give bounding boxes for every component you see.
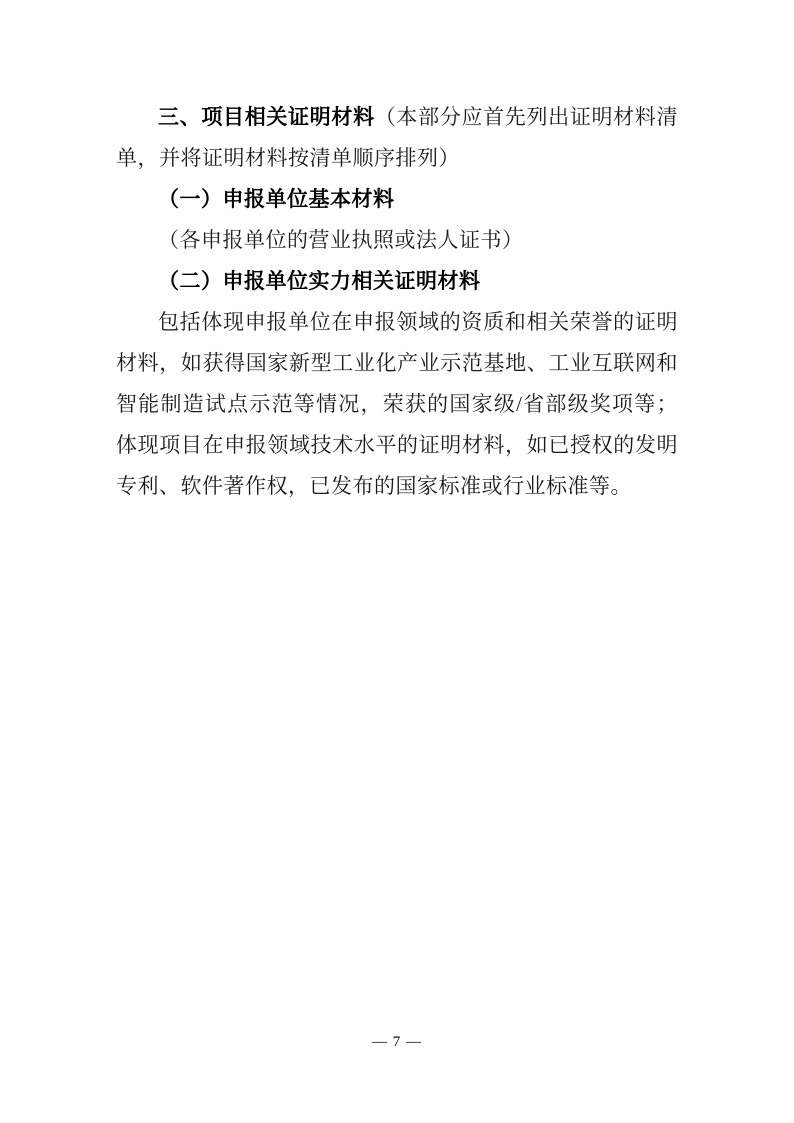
page-number: — 7 — <box>372 1034 422 1050</box>
subsection-2-body: 包括体现申报单位在申报领域的资质和相关荣誉的证明材料，如获得国家新型工业化产业示范基地、工业互联网和智能制造试点示范等情况，荣获的国家级/省部级奖项等；体现项目在申报领域技术水平的证明材料，如已授权的发明专利、软件著作权，已发布的国家标准或行业标准等。 <box>116 310 678 498</box>
section-heading-line <box>116 97 678 179</box>
page-footer <box>0 1031 794 1053</box>
subsection-1-note: （各申报单位的营业执照或法人证书） <box>158 228 524 252</box>
document-content <box>116 97 678 507</box>
section-heading: 三、项目相关证明材料 <box>158 106 375 129</box>
subsection-2-heading: （二）申报单位实力相关证明材料 <box>158 270 481 293</box>
subsection-1-heading: （一）申报单位基本材料 <box>158 188 395 211</box>
section-heading-note: （本部分应首先列出证明材料清单，并将证明材料按清单顺序排列） <box>116 105 679 170</box>
